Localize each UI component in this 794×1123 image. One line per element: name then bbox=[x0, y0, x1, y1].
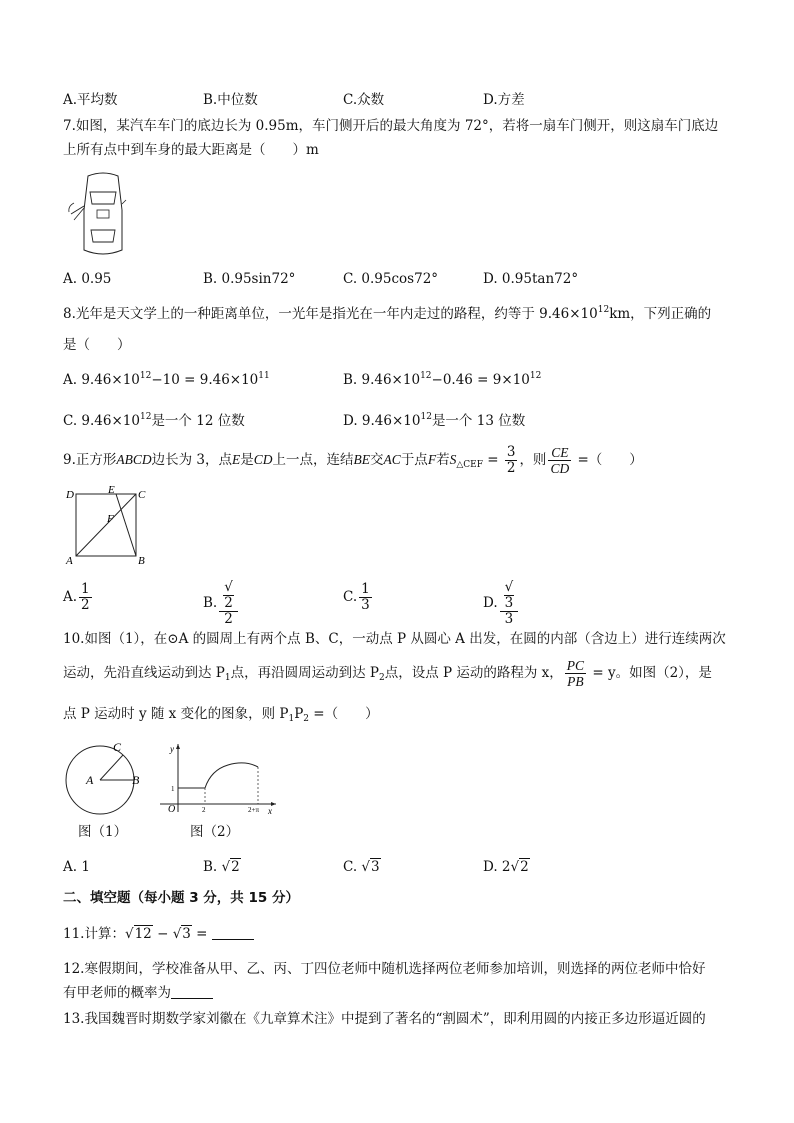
q6-option-d: D.方差 bbox=[483, 92, 525, 108]
q9-option-d: D. √ 3 3 bbox=[483, 580, 520, 627]
label-e: E bbox=[108, 484, 115, 496]
label-b: B bbox=[132, 773, 140, 787]
y-axis-label: y bbox=[170, 744, 174, 754]
q11-stem: 11.计算：√12 − √3 = bbox=[63, 925, 254, 943]
fig1-caption: 图（1） bbox=[78, 824, 128, 840]
q6-option-a: A.平均数 bbox=[63, 92, 118, 108]
q10-option-d: D. 2√2 bbox=[483, 859, 529, 875]
x-axis-label: x bbox=[268, 806, 272, 814]
q12-stem-line1: 12.寒假期间，学校准备从甲、乙、丙、丁四位老师中随机选择两位老师参加培训，则选择的两位老师中恰好 bbox=[63, 961, 706, 977]
label-c: C bbox=[138, 489, 146, 501]
q8-option-c: C. $9.46\times 10^{12}$是一个 12 位数 bbox=[63, 412, 245, 429]
q10-circle-figure bbox=[63, 736, 153, 824]
q7-option-b: B. 0.95sin72° bbox=[203, 271, 296, 287]
q10-option-a: A. 1 bbox=[63, 859, 90, 875]
q8-stem-line1: 8.光年是天文学上的一种距离单位，一光年是指光在一年内走过的路程，约等于 $9.46\times 10^{12}km$，下列正确的 bbox=[63, 305, 712, 322]
tick-2: 2 bbox=[202, 806, 206, 814]
q7-option-d: D. 0.95tan72° bbox=[483, 271, 579, 287]
q7-stem-line2: 上所有点中到车身的最大距离是（ ）m bbox=[63, 142, 319, 158]
tick-1: 1 bbox=[171, 785, 175, 793]
q7-car-figure bbox=[66, 170, 128, 258]
q7-option-a: A. 0.95 bbox=[63, 271, 112, 287]
fig2-caption: 图（2） bbox=[190, 824, 240, 840]
origin-label: O bbox=[168, 804, 176, 814]
section-heading: 二、填空题（每小题 3 分，共 15 分） bbox=[63, 890, 299, 906]
label-f: F bbox=[107, 513, 114, 525]
q8-option-b: B. $9.46\times 10^{12}-0.46 = 9\times 10^{12}$ bbox=[343, 371, 542, 388]
q6-option-c: C.众数 bbox=[343, 92, 385, 108]
q9-stem: 9.正方形ABCD边长为 3，点E是CD上一点，连结BE交AC于点F若$S_{\triangle CEF}$ = $\frac{3}{2}$ ，则 $\frac{CE}{CD}$ =（ ） bbox=[63, 444, 643, 476]
q10-stem-line2: 运动，先沿直线运动到达 $P_1$点，再沿圆周运动到达 $P_2$点，设点 P 运动的路程为 x， $\frac{PC}{PB}$ = y。如图（2），是 bbox=[63, 658, 712, 689]
q8-option-d: D. $9.46\times 10^{12}$是一个 13 位数 bbox=[343, 412, 526, 429]
q10-option-c: C. √3 bbox=[343, 859, 380, 875]
label-a: A bbox=[66, 555, 73, 566]
q6-option-b: B.中位数 bbox=[203, 92, 258, 108]
q10-stem-line3: 点 P 运动时 y 随 x 变化的图象，则 $P_1P_2$ =（ ） bbox=[63, 706, 379, 724]
q8-stem-line2: 是（ ） bbox=[63, 337, 131, 353]
answer-blank[interactable] bbox=[171, 984, 213, 999]
q13-stem-line1: 13.我国魏晋时期数学家刘徽在《九章算术注》中提到了著名的“割圆术”，即利用圆的内接正多边形逼近圆的 bbox=[63, 1011, 706, 1027]
q12-stem-line2: 有甲老师的概率为 bbox=[63, 984, 213, 1002]
answer-blank[interactable] bbox=[212, 925, 254, 940]
q9-square-figure bbox=[63, 484, 153, 566]
q9-option-a: A. $\frac{1}{2}$ bbox=[63, 581, 90, 613]
q7-option-c: C. 0.95cos72° bbox=[343, 271, 439, 287]
label-d: D bbox=[66, 489, 74, 501]
label-b: B bbox=[138, 555, 145, 566]
q9-option-b: B. √ 2 2 bbox=[203, 580, 240, 627]
q9-option-c: C. $\frac{1}{3}$ bbox=[343, 581, 370, 613]
label-a: A bbox=[86, 773, 94, 787]
q7-stem-line1: 7.如图，某汽车车门的底边长为 0.95m，车门侧开后的最大角度为 72°，若将一扇车门侧开，则这扇车门底边 bbox=[63, 118, 719, 134]
label-c: C bbox=[113, 740, 122, 754]
q10-graph-figure bbox=[150, 740, 280, 814]
tick-2-plus-pi: 2+π bbox=[248, 806, 259, 814]
q10-stem-line1: 10.如图（1），在⊙A 的圆周上有两个点 B、C，一动点 P 从圆心 A 出发，在圆的内部（含边上）进行连续两次 bbox=[63, 631, 726, 647]
q8-option-a: A. $9.46\times 10^{12}-10 = 9.46\times 10^{11}$ bbox=[63, 371, 270, 388]
q10-option-b: B. √2 bbox=[203, 859, 240, 875]
